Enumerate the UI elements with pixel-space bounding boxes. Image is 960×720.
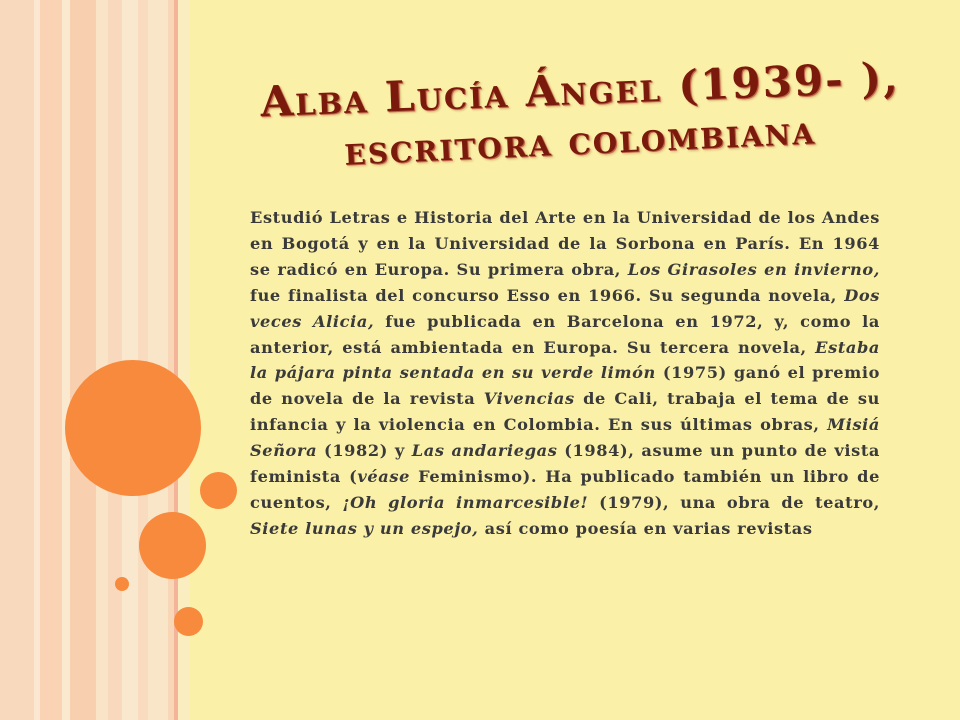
- body-text-run: (1984), asume un punto de vista feminista (: [250, 441, 880, 487]
- italic-title-text: Vivencias: [483, 389, 575, 409]
- italic-title-text: véase: [357, 467, 410, 487]
- italic-title-text: Las andariegas: [411, 441, 558, 461]
- body-text-run: de Cali, trabaja el tema de su infancia y la violencia en Colombia. En sus últimas obras,: [250, 389, 880, 435]
- decorative-circle-tiny: [115, 577, 129, 591]
- italic-title-text: Los Girasoles en invierno,: [627, 259, 880, 279]
- decorative-circle-medium: [139, 512, 206, 579]
- title-line-1: Alba Lucía Ángel (1939- ),: [259, 52, 901, 127]
- italic-title-text: Misiá Señora: [250, 415, 880, 461]
- decorative-circle-small: [200, 472, 237, 509]
- decorative-circle-large: [65, 360, 201, 496]
- decorative-circle-small: [174, 607, 203, 636]
- body-text-run: Estudió Letras e Historia del Arte en la Universidad de los Andes en Bogotá y en la Universidad de la Sorbona en París. En 1964 se radicó en Europa. Su primera obra,: [250, 208, 880, 279]
- italic-title-text: Estaba la pájara pinta sentada en su verde limón: [250, 337, 880, 383]
- italic-title-text: Siete lunas y un espejo,: [250, 518, 479, 538]
- title-line-2: escritora colombiana: [343, 106, 817, 175]
- body-text-run: (1982) y: [317, 441, 412, 461]
- body-text-run: (1975) ganó el premio de novela de la revista: [250, 363, 880, 409]
- body-text-run: (1979), una obra de teatro,: [588, 492, 880, 512]
- body-paragraph: [250, 205, 880, 542]
- body-text-run: así como poesía en varias revistas: [478, 518, 813, 538]
- decorative-stripes: [0, 0, 190, 720]
- body-text-run: fue finalista del concurso Esso en 1966. Su segunda novela,: [250, 285, 845, 305]
- body-text-run: fue publicada en Barcelona en 1972, y, como la anterior, está ambientada en Europa. Su tercera novela,: [250, 311, 880, 357]
- italic-title-text: ¡Oh gloria inmarcesible!: [342, 492, 589, 512]
- body-text-run: Feminismo). Ha publicado también un libro de cuentos,: [250, 467, 880, 512]
- italic-title-text: Dos veces Alicia,: [250, 285, 880, 331]
- slide-title: [230, 52, 930, 185]
